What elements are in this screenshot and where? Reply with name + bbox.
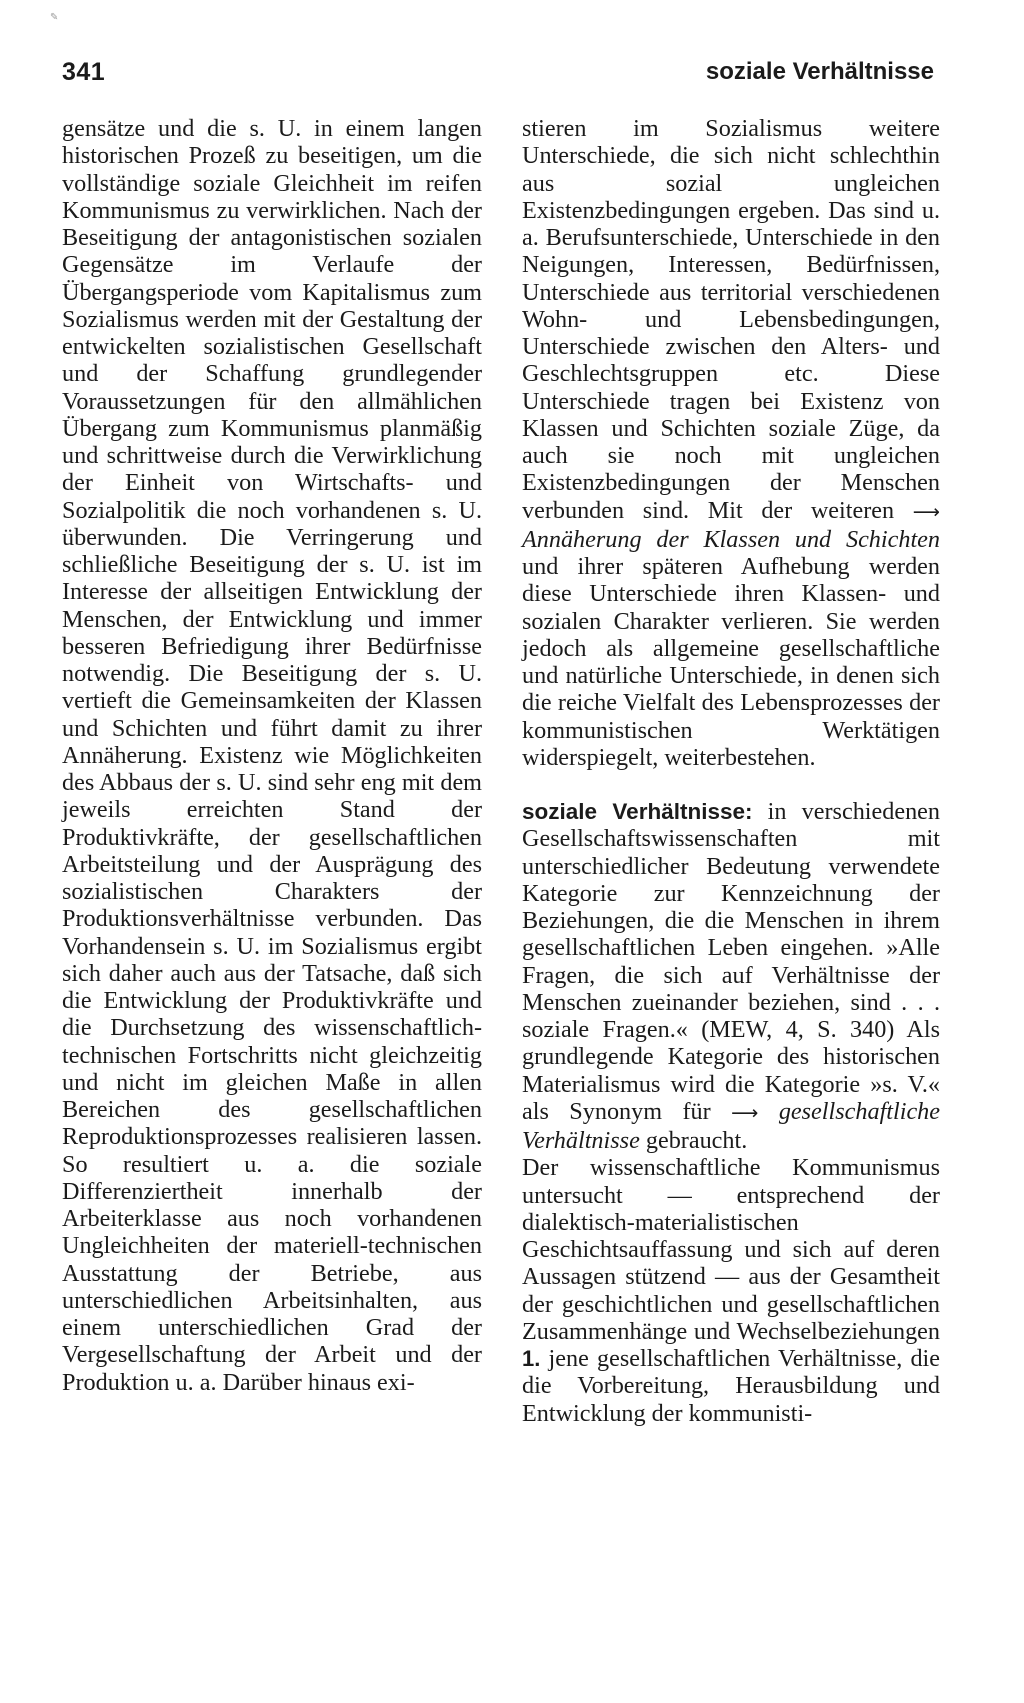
entry-paragraph-2 (522, 1154, 940, 1427)
running-head: soziale Verhältnisse (705, 58, 934, 85)
continuation-text-2: und ihrer späteren Aufhebung werden diese Unterschiede ihren Klassen- und sozialen Charakter verlieren. Sie werden jedoch als allgemeine gesellschaftliche und natürliche Unterschiede, in denen sich die reiche Vielfalt des Lebensprozesses der kommunistischen Werktätigen widerspiegelt, weiterbestehen. (522, 553, 940, 771)
continued-paragraph (522, 115, 940, 771)
enumeration-marker: 1. (522, 1346, 541, 1371)
entry-headword: soziale Verhältnisse: (522, 799, 753, 824)
entry-text-2: gebraucht. (645, 1127, 748, 1154)
cross-reference-arrow-icon: ⟶ (912, 500, 940, 523)
cross-reference-link[interactable]: gesellschaftliche Verhältnisse (522, 1097, 941, 1154)
entry-text-1: in verschiedenen Gesellschaftswissenschaften mit unterschiedlicher Bedeutung verwendete Kategorie zur Kennzeichnung der Beziehungen, die die Menschen in ihrem gesellschaftlichen Leben eingehen. »Alle Fragen, die sich auf Verhältnisse der Menschen zueinander beziehen, sind . . . soziale Fragen.« (MEW, 4, S. 340) Als grundlegende Kategorie des historischen Materialismus wird die Kategorie »s. V.« als Synonym für (522, 798, 940, 1125)
left-column (62, 115, 482, 1396)
continuation-text-1: stieren im Sozialismus weitere Unterschiede, die sich nicht schlechthin aus sozial ungleichen Existenzbedingungen ergeben. Das sind u. a. Berufsunterschiede, Unterschiede in den Neigungen, Interessen, Bedürfnissen, Unterschiede aus territorial verschiedenen Wohn- und Lebensbedingungen, Unterschiede zwischen den Alters- und Geschlechtsgruppen etc. Diese Unterschiede tragen bei Existenz von Klassen und Schichten soziale Züge, da auch sie noch mit ungleichen Existenzbedingungen der Menschen verbunden sind. Mit der weiteren (522, 115, 940, 524)
cross-reference-arrow-icon: ⟶ (731, 1101, 759, 1124)
scan-mark: ✎ (50, 12, 59, 23)
page-number: 341 (62, 58, 106, 86)
dictionary-entry (522, 798, 940, 1154)
right-column (522, 115, 940, 1427)
cross-reference-link[interactable]: Annäherung der Klassen und Schichten (522, 525, 940, 553)
entry-paragraph-2-text: Der wissenschaftliche Kommunismus untersucht — entsprechend der dialektisch-materialistischen Geschichtsauffassung und sich auf deren Aussagen stützend — aus der Gesamtheit der geschichtlichen und gesellschaftlichen Zusammenhänge und Wechselbeziehungen (522, 1154, 940, 1345)
left-column-text: gensätze und die s. U. in einem langen historischen Prozeß zu beseitigen, um die vollständige soziale Gleichheit im reifen Kommunismus zu verwirklichen. Nach der Beseitigung der antagonistischen sozialen Gegensätze im Verlaufe der Übergangsperiode vom Kapitalismus zum Sozialismus werden mit der Gestaltung der entwickelten sozialistischen Gesellschaft und der Schaffung grundlegender Voraussetzungen für den allmählichen Übergang zum Kommunismus planmäßig und schrittweise durch die Verwirklichung der Einheit von Wirtschafts- und Sozialpolitik die noch vorhandenen s. U. überwunden. Die Verringerung und schließliche Beseitigung der s. U. ist im Interesse der allseitigen Entwicklung der Menschen, der Entwicklung und immer besseren Befriedigung ihrer Bedürfnisse notwendig. Die Beseitigung der s. U. vertieft die Gemeinsamkeiten der Klassen und Schichten und führt damit zu ihrer Annäherung. Existenz wie Möglichkeiten des Abbaus der s. U. sind sehr eng mit dem jeweils erreichten Stand der Produktivkräfte, der gesellschaftlichen Arbeitsteilung und der Ausprägung des sozialistischen Charakters der Produktionsverhältnisse verbunden. Das Vorhandensein s. U. im Sozialismus ergibt sich daher auch aus der Tatsache, daß sich die Entwicklung der Produktivkräfte und die Durchsetzung des wissenschaftlich-technischen Fortschritts nicht gleichzeitig und nicht im gleichen Maße in allen Bereichen des gesellschaftlichen Reproduktionsprozesses realisieren lassen. So resultiert u. a. die soziale Differenziertheit innerhalb der Arbeiterklasse aus noch vorhandenen Ungleichheiten der materiell-technischen Ausstattung der Betriebe, aus unterschiedlichen Arbeitsinhalten, aus einem unterschiedlichen Grad der Vergesellschaftung der Arbeit und der Produktion u. a. Darüber hinaus exi- (62, 115, 482, 1396)
entry-paragraph-2-tail: jene gesellschaftlichen Verhältnisse, die die Vorbereitung, Herausbildung und Entwicklung der kommunisti- (522, 1345, 941, 1427)
